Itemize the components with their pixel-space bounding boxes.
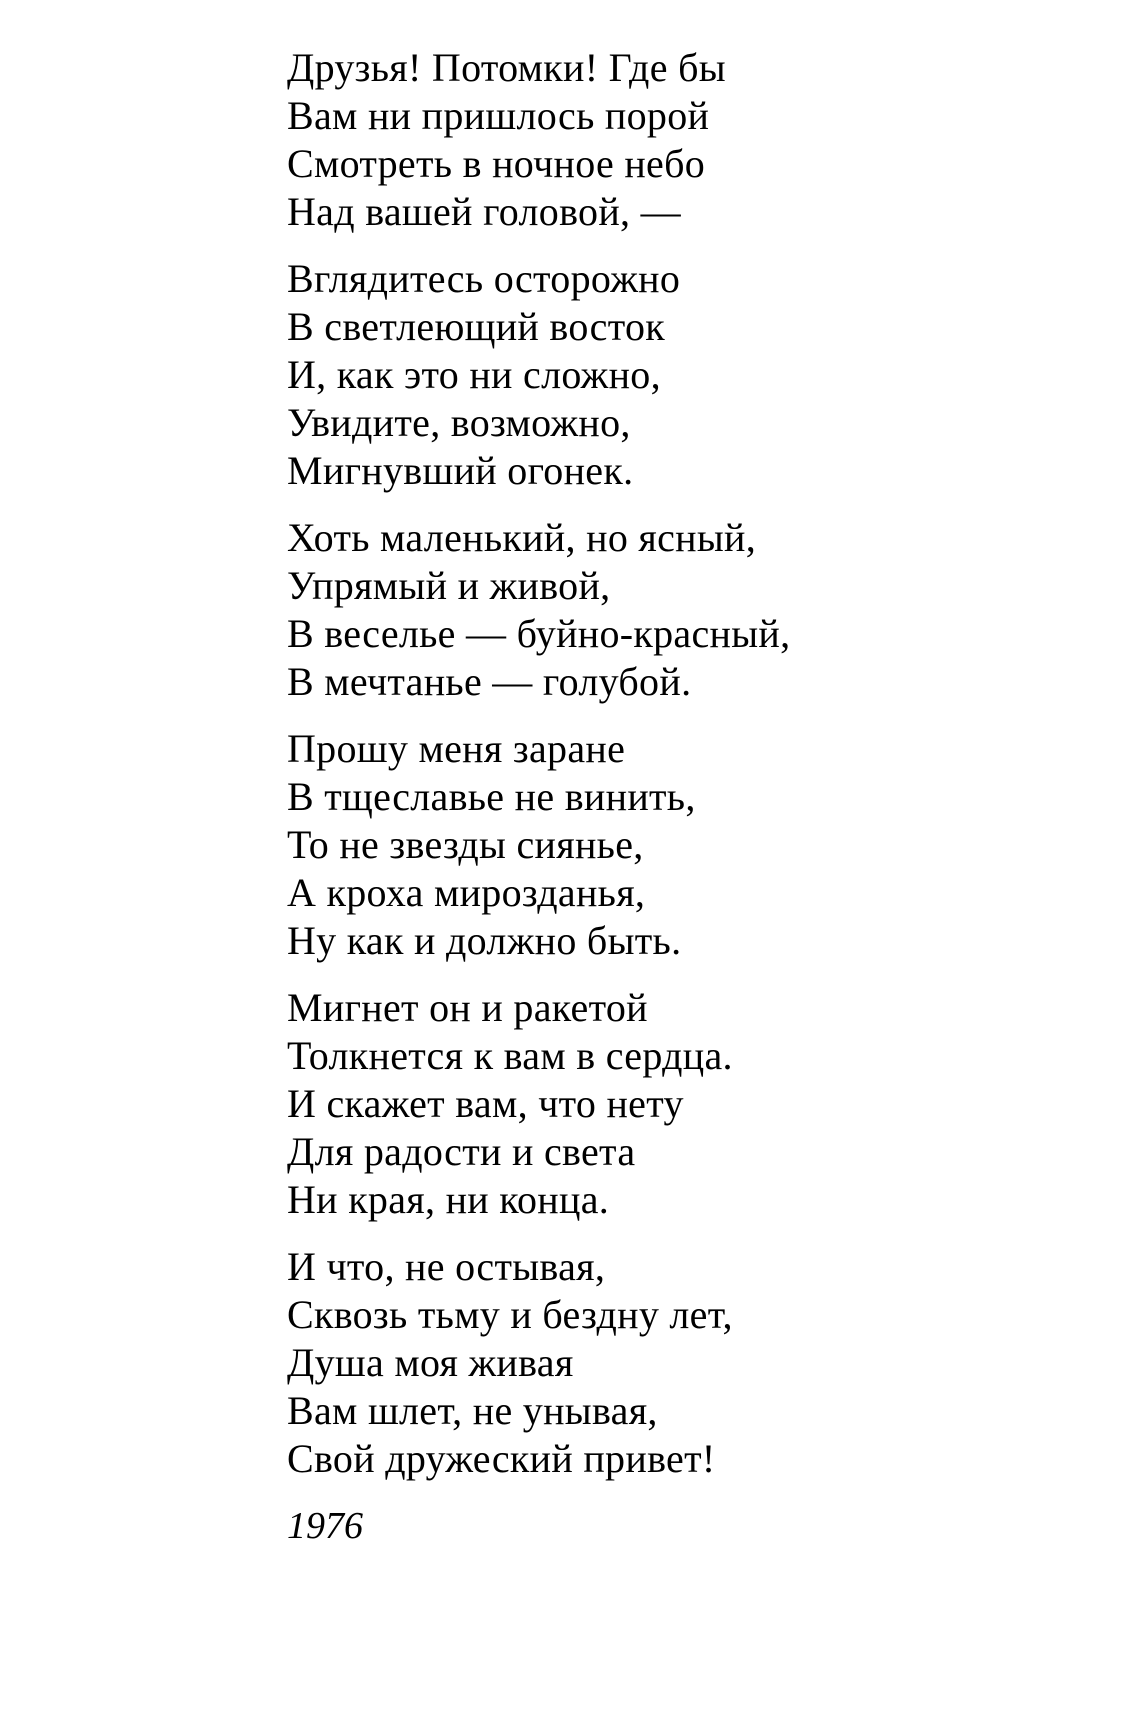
stanza-6	[287, 1243, 1087, 1483]
poem-line: В веселье — буйно-красный,	[287, 611, 791, 656]
poem-line: Увидите, возможно,	[287, 400, 631, 445]
poem-line: И, как это ни сложно,	[287, 352, 661, 397]
poem-line: Смотреть в ночное небо	[287, 141, 706, 186]
poem-line: Ну как и должно быть.	[287, 918, 682, 963]
poem-line: Свой дружеский привет!	[287, 1436, 716, 1481]
poem-page	[287, 44, 1087, 1550]
stanza-1	[287, 44, 1087, 236]
poem-line: Друзья! Потомки! Где бы	[287, 45, 726, 90]
stanza-2	[287, 255, 1087, 495]
poem-line: Вам шлет, не унывая,	[287, 1388, 658, 1433]
poem-line: Вам ни пришлось порой	[287, 93, 710, 138]
poem-line: И что, не остывая,	[287, 1244, 606, 1289]
poem-line: Ни края, ни конца.	[287, 1177, 610, 1222]
poem-line: Мигнет он и ракетой	[287, 985, 648, 1030]
poem-line: Прошу меня заране	[287, 726, 626, 771]
poem-line: Сквозь тьму и бездну лет,	[287, 1292, 733, 1337]
poem-line: То не звезды сиянье,	[287, 822, 644, 867]
stanza-4	[287, 725, 1087, 965]
poem-line: А кроха мирозданья,	[287, 870, 646, 915]
poem-line: Для радости и света	[287, 1129, 636, 1174]
poem-line: В светлеющий восток	[287, 304, 665, 349]
poem-line: В мечтанье — голубой.	[287, 659, 692, 704]
poem-line: И скажет вам, что нету	[287, 1081, 684, 1126]
poem-line: Хоть маленький, но ясный,	[287, 515, 757, 560]
poem-line: В тщеславье не винить,	[287, 774, 696, 819]
poem-line: Толкнется к вам в сердца.	[287, 1033, 733, 1078]
stanza-5	[287, 984, 1087, 1224]
stanza-3	[287, 514, 1087, 706]
poem-line: Мигнувший огонек.	[287, 448, 634, 493]
poem-line: Душа моя живая	[287, 1340, 574, 1385]
poem-date: 1976	[287, 1505, 363, 1547]
poem-line: Вглядитесь осторожно	[287, 256, 681, 301]
poem-line: Над вашей головой, —	[287, 189, 681, 234]
poem-line: Упрямый и живой,	[287, 563, 611, 608]
